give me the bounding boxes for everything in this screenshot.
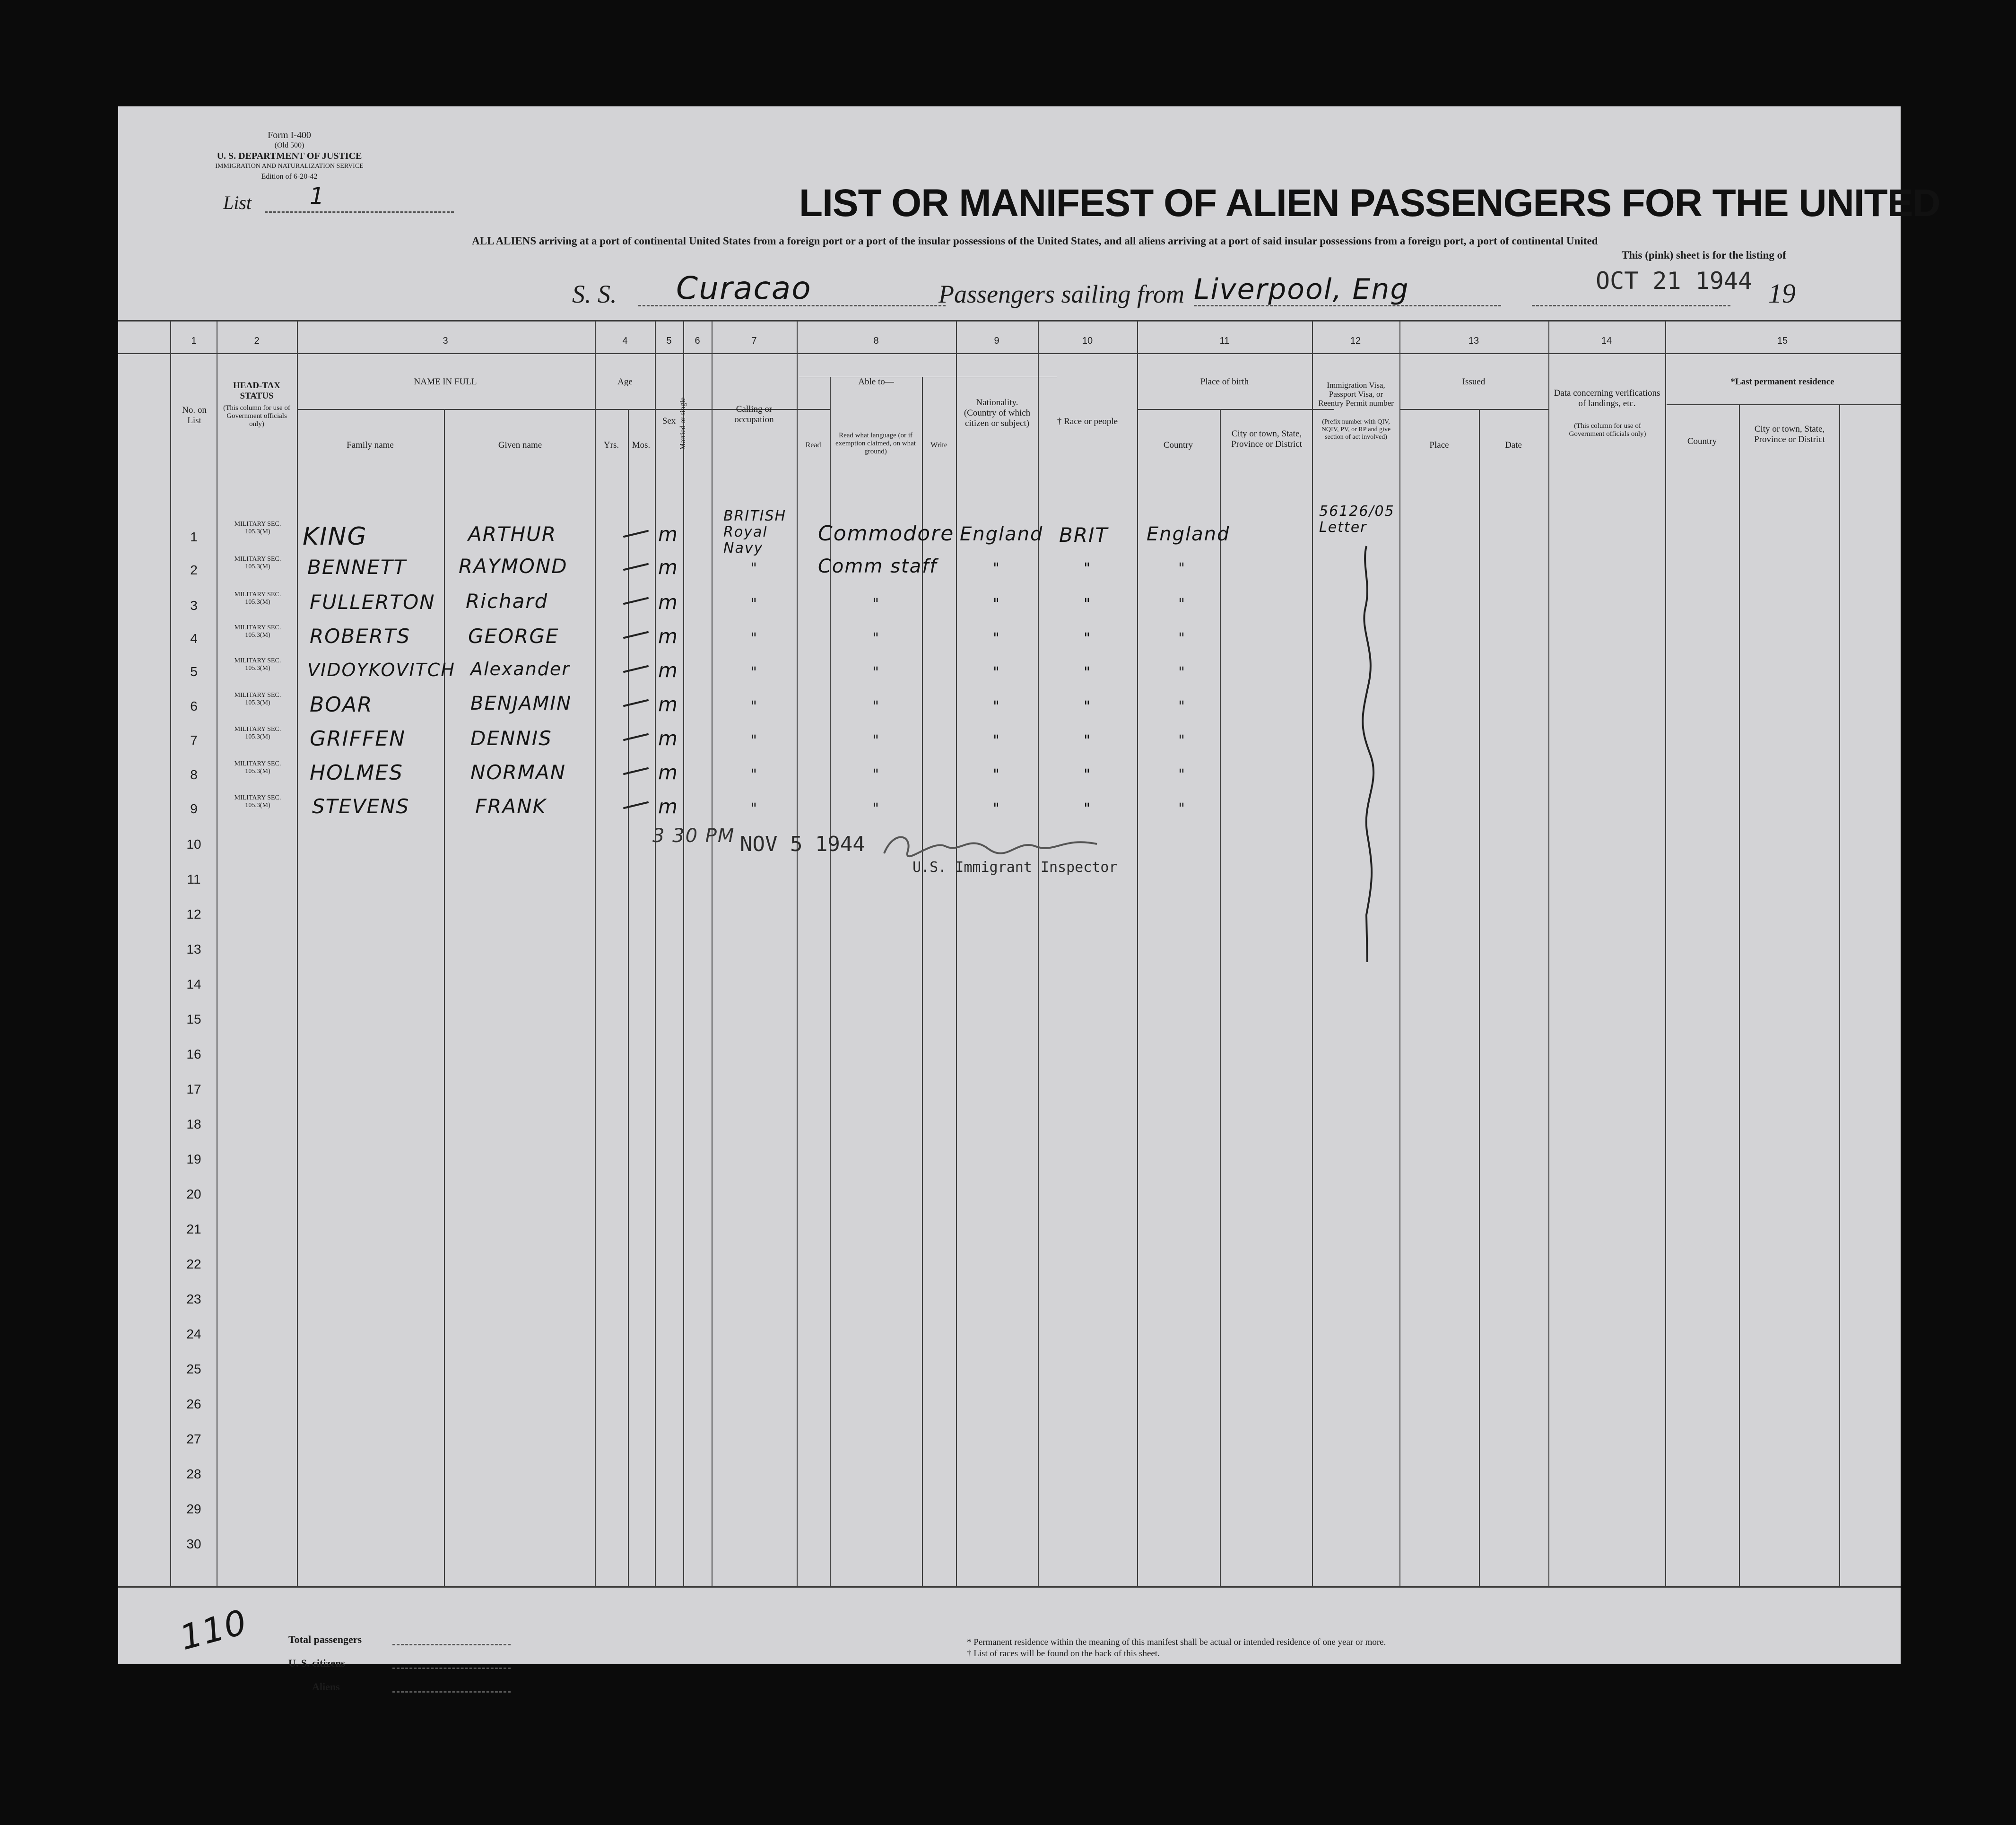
total-passengers-label: Total passengers [288,1634,362,1645]
row-number: 25 [186,1362,201,1376]
header-mos: Mos. [632,440,651,450]
col-divider [956,320,957,1586]
sex: m [658,659,678,682]
col-divider [1548,320,1549,1586]
header-calling: Calling or occupation [734,404,774,425]
col-divider [1220,409,1221,1586]
footnote-residence: * Permanent residence within the meaning of this manifest shall be actual or intended residence of one year or more. [967,1637,1386,1647]
issued-subheader-rule [1399,409,1548,410]
row-number: 27 [186,1432,201,1446]
calling: " [750,596,758,612]
head-tax-status: MILITARY SEC. 105.3(M) [234,726,281,740]
row-number: 9 [190,801,198,816]
column-number: 9 [994,336,999,346]
read-language: Commodore [818,521,955,546]
read-language: " [872,766,880,783]
header-issued: Issued [1462,377,1486,387]
header-place-of-birth: Place of birth [1200,377,1249,387]
form-number: Form I-400 [268,130,311,140]
given-name: DENNIS [470,727,552,750]
nationality: " [993,596,1000,612]
family-name: GRIFFEN [310,727,406,751]
column-number: 14 [1601,336,1612,346]
nationality: England [960,523,1043,545]
residence-subheader-rule [1667,404,1901,405]
head-tax-status: MILITARY SEC. 105.3(M) [234,521,281,535]
form-subtitle: ALL ALIENS arriving at a port of continental United States from a foreign port or a port of the insular possessions of the United States, and all aliens arriving at a port of said insular possessions from a foreign port, a port of continental United [472,235,1598,247]
form-subtitle-2: This (pink) sheet is for the listing of [1622,249,1786,261]
column-number: 15 [1777,336,1788,346]
row-number: 11 [187,872,201,886]
col-divider [1312,320,1313,1586]
form-id-block [215,130,363,182]
header-sex: Sex [662,416,676,426]
ss-label: S. S. [572,280,617,308]
table-bottom-rule [118,1586,1901,1588]
list-number: 1 [310,183,325,209]
header-read: Read [805,441,821,449]
footnote-races: † List of races will be found on the back of this sheet. [967,1649,1160,1659]
page-title: LIST OR MANIFEST OF ALIEN PASSENGERS FOR THE UNITED [799,182,1940,225]
row-number: 23 [186,1292,201,1306]
header-head-tax: HEAD-TAX STATUS [233,381,280,401]
read-language: " [872,664,880,681]
birth-country: " [1178,630,1186,647]
aliens-label: Aliens [312,1681,340,1693]
header-landing-note: (This column for use of Government officials only) [1569,422,1646,438]
head-tax-status: MILITARY SEC. 105.3(M) [234,624,281,639]
head-tax-status: MILITARY SEC. 105.3(M) [234,692,281,706]
col-divider [595,320,596,1586]
header-no-on-list: No. on List [182,405,207,426]
header-last-residence: *Last permanent residence [1730,377,1834,387]
sex: m [658,522,678,546]
race: " [1084,596,1091,612]
column-number: 2 [254,336,260,346]
col-divider [444,409,445,1586]
row-number: 13 [186,942,201,956]
row-number: 22 [186,1257,201,1271]
race: " [1084,664,1091,681]
read-language: Comm staff [818,556,938,577]
row-number: 12 [186,907,201,921]
head-tax-status: MILITARY SEC. 105.3(M) [234,591,281,606]
calling: " [750,560,758,577]
head-tax-status: MILITARY SEC. 105.3(M) [234,794,281,809]
family-name: VIDOYKOVITCH [307,660,455,680]
header-read-language: Read what language (or if exemption claimed, on what ground) [835,432,916,455]
row-number: 1 [190,530,198,544]
birth-country: " [1178,698,1186,715]
family-name: HOLMES [310,761,403,785]
column-number-rule [118,353,1901,354]
birth-country: " [1178,732,1186,749]
column-number: 5 [666,336,672,346]
row-number: 6 [190,699,198,713]
date-dotted-line [1532,305,1730,306]
col-divider [683,320,684,1586]
inspector-title: U.S. Immigrant Inspector [912,859,1118,876]
header-head-tax-note: (This column for use of Government officials only) [223,404,290,428]
column-number: 4 [622,336,628,346]
header-write: Write [930,441,947,449]
family-name: KING [303,522,367,551]
given-name: BENJAMIN [470,693,572,714]
us-citizens-line [392,1668,511,1669]
row-number: 17 [186,1082,201,1096]
col-divider [297,320,298,1586]
birth-country: " [1178,800,1186,817]
column-number: 8 [873,336,879,346]
header-residence-country: Country [1687,436,1717,446]
col-divider [1479,409,1480,1586]
header-issued-place: Place [1429,440,1449,450]
ship-dotted-line [638,305,946,306]
family-name: ROBERTS [310,625,411,648]
nationality: " [993,766,1000,783]
list-dotted-line [265,211,454,213]
read-language: " [872,630,880,647]
race: " [1084,732,1091,749]
row-number: 5 [190,664,198,679]
given-name: GEORGE [468,625,559,648]
form-edition: Edition of 6-20-42 [261,173,318,181]
head-tax-status: MILITARY SEC. 105.3(M) [234,657,281,672]
nationality: " [993,560,1000,577]
sex: m [658,591,678,614]
birth-country: " [1178,596,1186,612]
column-number: 12 [1350,336,1361,346]
sex: m [658,761,678,784]
sex: m [658,693,678,716]
header-nationality: Nationality. (Country of which citizen or subject) [964,398,1031,428]
calling: " [750,630,758,647]
calling: " [750,732,758,749]
calling: " [750,698,758,715]
header-given-name: Given name [498,440,542,450]
calling: BRITISH Royal Navy [723,508,787,556]
read-language: " [872,596,880,612]
birth-country: " [1178,560,1186,577]
column-number: 11 [1219,336,1230,346]
departure-date-stamp: OCT 21 1944 [1596,267,1753,295]
race: BRIT [1059,523,1109,547]
col-divider [797,320,798,1586]
nationality: " [993,800,1000,817]
form-service: IMMIGRATION AND NATURALIZATION SERVICE [215,163,364,170]
calling: " [750,800,758,817]
header-landing-data: Data concerning verifications of landings, etc. [1554,388,1660,408]
calling: " [750,664,758,681]
row-number: 24 [186,1327,201,1341]
header-family-name: Family name [347,440,394,450]
col-divider [1665,320,1666,1586]
header-residence-city: City or town, State, Province or District [1754,424,1825,444]
column-number: 10 [1082,336,1093,346]
port-dotted-line [1194,305,1501,306]
inspection-time: 3 30 PM [652,825,735,847]
birth-country: " [1178,664,1186,681]
given-name: RAYMOND [459,555,568,578]
given-name: Alexander [470,659,570,679]
header-issued-date: Date [1505,440,1522,450]
col-divider [655,320,656,1586]
total-passengers-line [392,1644,511,1645]
header-birth-country: Country [1163,440,1193,450]
header-name-in-full: NAME IN FULL [414,377,477,387]
race: " [1084,560,1091,577]
departure-port: Liverpool, Eng [1194,273,1409,306]
calling: " [750,766,758,783]
row-number: 29 [186,1502,201,1516]
row-number: 15 [186,1012,201,1026]
form-old-number: (Old 500) [274,141,304,149]
column-number: 7 [751,336,757,346]
col-divider [170,320,171,1586]
row-number: 21 [186,1222,201,1236]
given-name: FRANK [475,795,547,818]
col-divider [1739,404,1740,1586]
row-number: 8 [190,767,198,782]
row-number: 19 [186,1152,201,1166]
header-birth-city: City or town, State, Province or District [1231,429,1302,449]
family-name: BENNETT [307,556,407,579]
list-label: List [223,192,252,213]
sex: m [658,625,678,648]
sex: m [658,556,678,579]
nationality: " [993,698,1000,715]
given-name: Richard [466,590,548,613]
read-language: " [872,800,880,817]
visa-number: 56126/05 Letter [1319,503,1395,536]
row-number: 4 [190,631,198,646]
nationality: " [993,664,1000,681]
row-number: 10 [186,837,201,852]
race: " [1084,630,1091,647]
birth-country: England [1147,523,1230,545]
given-name: ARTHUR [468,522,557,546]
read-language: " [872,698,880,715]
row-number: 14 [186,977,201,991]
given-name: NORMAN [470,761,566,784]
row-number: 26 [186,1397,201,1411]
column-number: 3 [443,336,448,346]
handwritten-number: 110 [175,1601,252,1658]
col-divider [1839,404,1840,1586]
col-divider [712,320,713,1586]
manifest-sheet [118,106,1940,1693]
form-department: U. S. DEPARTMENT OF JUSTICE [217,151,362,161]
ship-name: Curacao [676,270,812,306]
nationality: " [993,732,1000,749]
row-number: 2 [190,563,198,577]
sex: m [658,727,678,750]
col-divider [1137,320,1138,1586]
header-race: † Race or people [1057,417,1118,426]
col-divider [1399,320,1400,1586]
row-number: 16 [186,1047,201,1061]
row-number: 30 [186,1537,201,1551]
row-number: 20 [186,1187,201,1201]
row-number: 7 [190,733,198,747]
year-label: 19 [1768,278,1796,309]
aliens-line [392,1691,511,1693]
family-name: FULLERTON [310,591,435,614]
column-number: 13 [1468,336,1479,346]
family-name: STEVENS [312,795,410,818]
row-number: 28 [186,1467,201,1481]
head-tax-status: MILITARY SEC. 105.3(M) [234,556,281,570]
header-yrs: Yrs. [603,440,619,450]
age-dash-marks [619,522,657,816]
header-able-to: Able to— [858,377,894,387]
column-number: 6 [695,336,700,346]
header-age: Age [617,377,633,387]
race: " [1084,800,1091,817]
inspection-date: NOV 5 1944 [740,832,865,856]
race: " [1084,698,1091,715]
column-number: 1 [191,336,197,346]
row-number: 18 [186,1117,201,1131]
header-married: Married or single [679,397,687,450]
sex: m [658,795,678,818]
table-top-rule [118,320,1901,322]
sailing-label: Passengers sailing from [938,280,1185,308]
birth-country: " [1178,766,1186,783]
us-citizens-label: U. S. citizens [288,1657,345,1669]
head-tax-status: MILITARY SEC. 105.3(M) [234,760,281,775]
nationality: " [993,630,1000,647]
visa-ditto-line [1347,546,1385,972]
row-number: 3 [190,598,198,613]
birth-subheader-rule [1138,409,1334,410]
read-language: " [872,732,880,749]
header-visa: Immigration Visa, Passport Visa, or Reentry Permit number [1318,381,1394,408]
col-divider [1038,320,1039,1586]
header-visa-note: (Prefix number with QIV, NQIV, PV, or RP and give section of act involved) [1321,418,1391,441]
family-name: BOAR [310,693,373,717]
race: " [1084,766,1091,783]
